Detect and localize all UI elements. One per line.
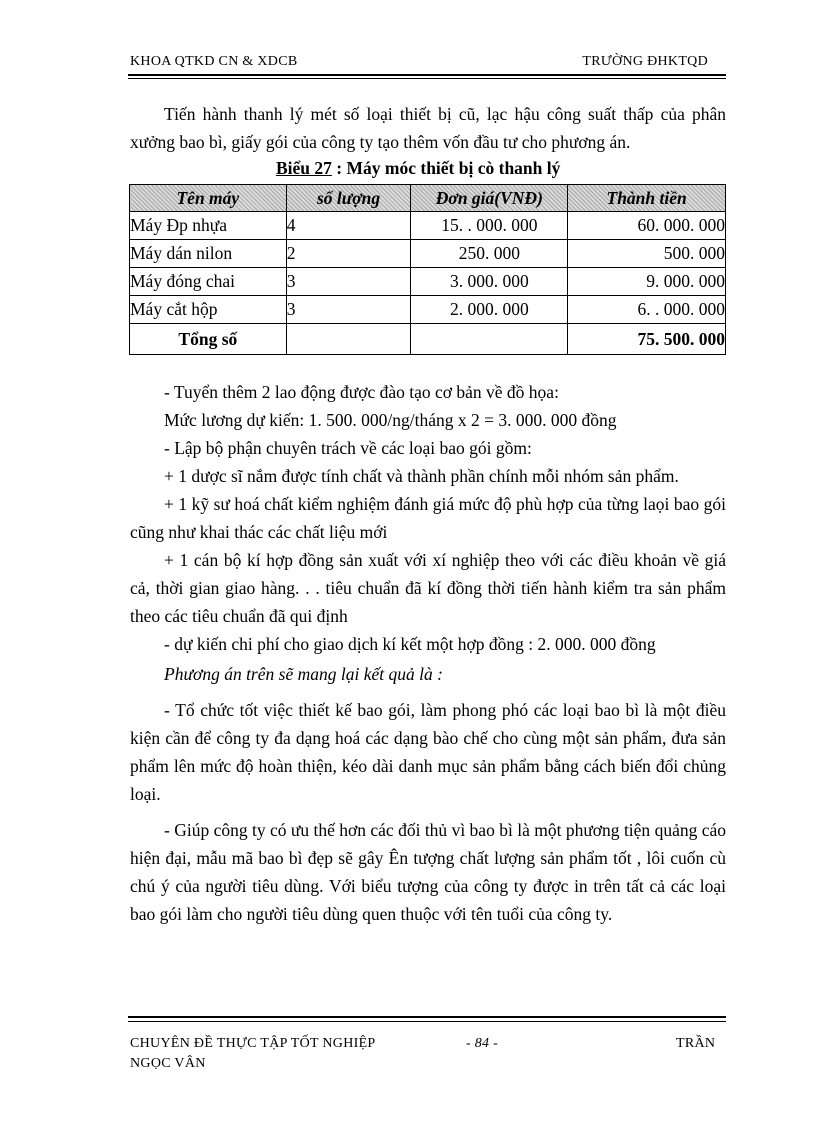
col-header-quantity: số lượng <box>286 185 411 212</box>
cell-unit-price: 3. 000. 000 <box>411 268 568 296</box>
col-header-unit-price: Đơn giá(VNĐ) <box>411 185 568 212</box>
table-row <box>130 268 726 296</box>
cell-name: Máy dán nilon <box>130 240 287 268</box>
total-value: 75. 500. 000 <box>568 324 726 355</box>
header-university: TRƯỜNG ĐHKTQD <box>582 54 708 69</box>
table-caption <box>276 158 560 179</box>
body-line-department: - Lập bộ phận chuyên trách về các loại bao gói gồm: <box>164 438 532 458</box>
cell-unit-price: 15. . 000. 000 <box>411 212 568 240</box>
intro-paragraph: Tiến hành thanh lý mét số loại thiết bị cũ, lạc hậu công suất thấp của phân xưởng bao bì, giấy gói của công ty tạo thêm vốn đầu tư cho phương án. <box>130 104 726 152</box>
cell-amount: 500. 000 <box>568 240 726 268</box>
table-row <box>130 296 726 324</box>
cell-amount: 9. 000. 000 <box>568 268 726 296</box>
body-paragraph-result-1: - Tổ chức tốt việc thiết kế bao gói, làm phong phó các loại bao bì là một điều kiện cần để công ty đa dạng hoá các dạng bào chế cho cùng một sản phẩm, đưa sản phẩm lên mức độ hoàn thiện, kéo dài danh mục sản phẩm bằng cách biến đổi chủng loại. <box>130 700 726 804</box>
cell-quantity: 4 <box>286 212 411 240</box>
cell-quantity: 2 <box>286 240 411 268</box>
body-paragraph-engineer: + 1 kỹ sư hoá chất kiểm nghiệm đánh giá mức độ phù hợp của từng laọi bao gói cũng như khai thác các chất liệu mới <box>130 494 726 542</box>
body-line-salary: Mức lương dự kiến: 1. 500. 000/ng/tháng x 2 = 3. 000. 000 đồng <box>164 410 617 430</box>
header-rule-thick <box>128 74 726 76</box>
cell-unit-price: 250. 000 <box>411 240 568 268</box>
header-faculty: KHOA QTKD CN & XDCB <box>130 54 298 69</box>
cell-quantity: 3 <box>286 268 411 296</box>
footer-rule-thick <box>128 1016 726 1018</box>
total-empty-cell <box>286 324 411 355</box>
col-header-amount: Thành tiền <box>568 185 726 212</box>
page-number: - 84 - <box>466 1036 499 1051</box>
footer-author-name: NGỌC VÂN <box>130 1056 206 1071</box>
cell-name: Máy cắt hộp <box>130 296 287 324</box>
cell-quantity: 3 <box>286 296 411 324</box>
footer-author-surname: TRẦN <box>676 1036 716 1051</box>
total-empty-cell <box>411 324 568 355</box>
body-line-hire: - Tuyển thêm 2 lao động được đào tạo cơ bản về đồ họa: <box>164 382 559 402</box>
cell-amount: 6. . 000. 000 <box>568 296 726 324</box>
table-header-row <box>130 185 726 212</box>
table-row <box>130 240 726 268</box>
cell-name: Máy đóng chai <box>130 268 287 296</box>
body-line-cost: - dự kiến chi phí cho giao dịch kí kết một hợp đồng : 2. 000. 000 đồng <box>164 634 656 654</box>
caption-label: Biểu 27 <box>276 158 332 178</box>
cell-name: Máy Đp nhựa <box>130 212 287 240</box>
caption-title: : Máy móc thiết bị cò thanh lý <box>331 158 561 178</box>
footer-title: CHUYÊN ĐỀ THỰC TẬP TỐT NGHIỆP <box>130 1036 376 1051</box>
footer-rule-thin <box>128 1021 726 1022</box>
body-line-results-heading: Phương án trên sẽ mang lại kết quả là : <box>164 664 443 684</box>
col-header-name: Tên máy <box>130 185 287 212</box>
body-paragraph-result-2: - Giúp công ty có ưu thế hơn các đối thủ vì bao bì là một phương tiện quảng cáo hiện đại, mẫu mã bao bì đẹp sẽ gây Ên tượng chất lượng sản phẩm tốt , lôi cuốn cù chú ý của người tiêu dùng. Với biểu tượng của công ty được in trên tất cả các loại bao gói làm cho người tiêu dùng quen thuộc với tên tuổi của công ty. <box>130 820 726 924</box>
equipment-table <box>129 184 726 355</box>
table-row <box>130 212 726 240</box>
body-line-pharmacist: + 1 dược sĩ nắm được tính chất và thành phần chính mỗi nhóm sản phẩm. <box>164 466 679 486</box>
cell-unit-price: 2. 000. 000 <box>411 296 568 324</box>
total-label: Tổng số <box>130 324 287 355</box>
table-total-row <box>130 324 726 355</box>
header-rule-thin <box>128 78 726 79</box>
body-paragraph-contract-officer: + 1 cán bộ kí hợp đồng sản xuất với xí nghiệp theo với các điều khoản về giá cả, thời gian giao hàng. . . tiêu chuẩn đã kí đồng thời tiến hành kiểm tra sản phẩm theo các tiêu chuẩn đã qui định <box>130 550 726 626</box>
cell-amount: 60. 000. 000 <box>568 212 726 240</box>
